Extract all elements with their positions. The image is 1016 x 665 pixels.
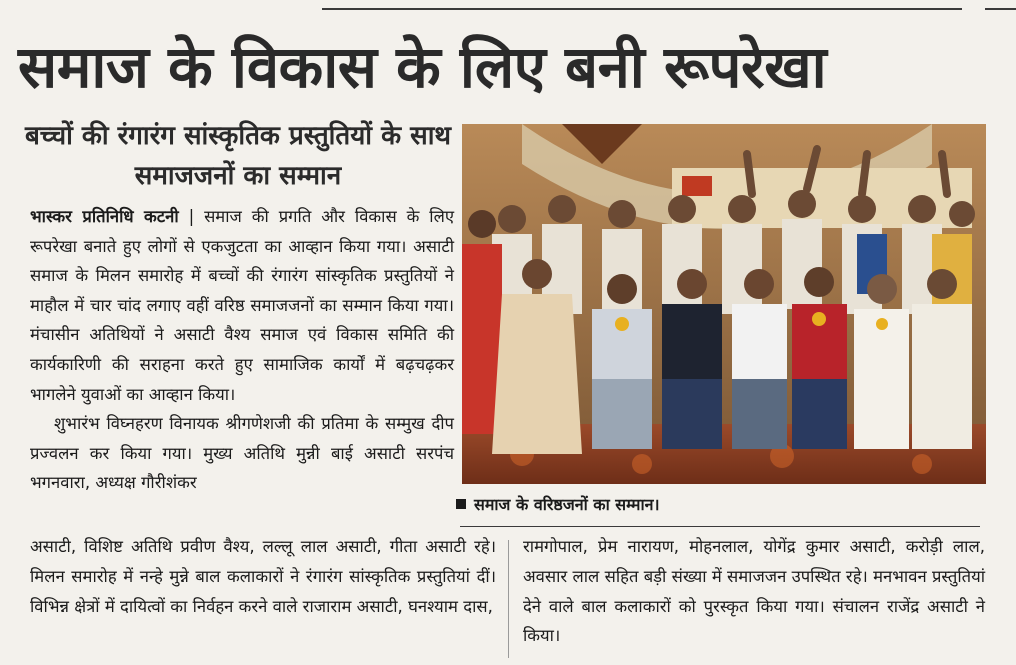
headline: समाज के विकास के लिए बनी रूपरेखा	[18, 33, 827, 101]
article-left-column	[30, 202, 454, 498]
photo-caption-text: समाज के वरिष्ठजनों का सम्मान।	[474, 495, 660, 514]
article-paragraph-2: शुभारंभ विघ्नहरण विनायक श्रीगणेशजी की प्रतिमा के सम्मुख दीप प्रज्वलन कर किया गया। मुख्य अतिथि मुन्नी बाई असाटी सरपंच भगनवारा, अध्यक्ष गौरीशंकर	[30, 414, 454, 493]
article-paragraph-2-right: रामगोपाल, प्रेम नारायण, मोहनलाल, योगेंद्र कुमार असाटी, करोड़ी लाल, अवसार लाल सहित बड़ी संख्या में समाजजन उपस्थित रहे। मनभावन प्रस्तुतियां देने वाले बाल कलाकारों को पुरस्कृत किया गया। संचालन राजेंद्र असाटी ने किया।	[523, 537, 985, 646]
article-paragraph-1	[30, 202, 454, 409]
column-divider	[508, 540, 509, 658]
event-photo	[462, 124, 986, 484]
photo-caption	[456, 494, 976, 516]
caption-rule	[460, 526, 980, 527]
dateline-separator: |	[178, 207, 205, 226]
article-paragraph-2-continued: असाटी, विशिष्ट अतिथि प्रवीण वैश्य, लल्लू लाल असाटी, गीता असाटी रहे। मिलन समारोह में नन्हे मुन्ने बाल कलाकारों ने रंगारंग सांस्कृतिक प्रस्तुतियां दीं। विभिन्न क्षेत्रों में दायित्वों का निर्वहन करने वाले राजाराम असाटी, घनश्याम दास,	[30, 537, 496, 616]
top-rule	[322, 8, 962, 10]
dateline: भास्कर प्रतिनिधि कटनी	[30, 207, 179, 226]
group-photo-illustration	[462, 124, 986, 484]
top-rule-right	[985, 8, 1016, 10]
caption-bullet	[456, 499, 466, 509]
article-bottom-right-column	[523, 532, 985, 651]
article-bottom-left-column	[30, 532, 496, 621]
subheadline: बच्चों की रंगारंग सांस्कृतिक प्रस्तुतियों के साथ समाजजनों का सम्मान	[24, 121, 452, 191]
paragraph-1-text: समाज की प्रगति और विकास के लिए रूपरेखा बनाते हुए लोगों से एकजुटता का आव्हान किया गया। असाटी समाज के मिलन समारोह में बच्चों की रंगारंग सांस्कृतिक प्रस्तुतियों ने माहौल में चार चांद लगाए वहीं वरिष्ठ समाजजनों का सम्मान किया गया। मंचासीन अतिथियों ने असाटी वैश्य समाज एवं विकास समिति की कार्यकारिणी की सराहना करते हुए सामाजिक कार्यों में बढ़चढ़कर भागलेने युवाओं का आव्हान किया।	[30, 207, 455, 404]
